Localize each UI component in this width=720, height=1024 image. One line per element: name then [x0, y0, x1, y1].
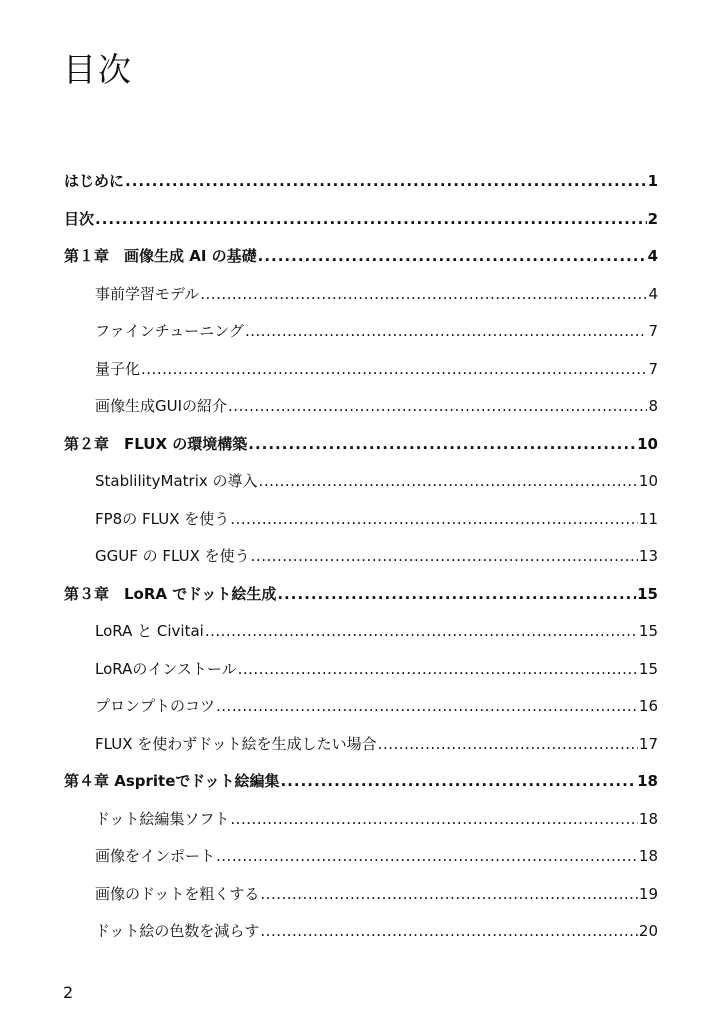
- toc-chapter-entry[interactable]: [64, 238, 658, 276]
- toc-entry-page: 17: [638, 734, 658, 753]
- toc-section-entry[interactable]: [64, 388, 658, 426]
- toc-section-entry[interactable]: [64, 913, 658, 951]
- dot-leader: [141, 351, 647, 389]
- dot-leader: [95, 201, 647, 239]
- toc-section-entry[interactable]: [64, 276, 658, 314]
- toc-section-entry[interactable]: [64, 501, 658, 539]
- toc-chapter-entry[interactable]: [64, 763, 658, 801]
- toc-section-entry[interactable]: [64, 351, 658, 389]
- toc-entry-page: 18: [637, 772, 658, 790]
- toc-entry-page: 8: [648, 397, 658, 415]
- dot-leader: [228, 388, 647, 426]
- toc-entry-page: 4: [647, 247, 658, 265]
- toc-entry-label: 目次: [64, 209, 95, 228]
- dot-leader: [260, 913, 638, 951]
- toc-entry-label: 第１章 画像生成 AI の基礎: [64, 247, 257, 265]
- dot-leader: [280, 763, 636, 801]
- toc-chapter-entry[interactable]: [64, 163, 658, 201]
- toc-entry-label: 事前学習モデル: [95, 284, 200, 303]
- page-number: 2: [63, 983, 74, 1002]
- toc-entry-label: 第３章 LoRA でドット絵生成: [64, 584, 277, 603]
- dot-leader: [205, 613, 638, 651]
- dot-leader: [258, 238, 647, 276]
- toc-entry-page: 4: [648, 284, 658, 303]
- toc-entry-label: StablilityMatrix の導入: [95, 472, 258, 490]
- table-of-contents: [64, 163, 658, 951]
- dot-leader: [238, 651, 638, 689]
- toc-chapter-entry[interactable]: [64, 576, 658, 614]
- toc-section-entry[interactable]: [64, 688, 658, 726]
- toc-entry-page: 15: [638, 622, 658, 640]
- toc-entry-page: 1: [647, 172, 658, 190]
- dot-leader: [230, 801, 638, 839]
- dot-leader: [251, 538, 638, 576]
- toc-entry-page: 7: [648, 322, 658, 340]
- dot-leader: [260, 876, 638, 914]
- toc-entry-page: 18: [638, 809, 658, 828]
- dot-leader: [245, 313, 648, 351]
- toc-entry-label: GGUF の FLUX を使う: [95, 547, 250, 565]
- toc-entry-label: 画像生成GUIの紹介: [95, 397, 228, 415]
- toc-entry-page: 2: [647, 209, 658, 228]
- toc-section-entry[interactable]: [64, 726, 658, 764]
- toc-entry-label: FP8の FLUX を使う: [95, 509, 230, 528]
- toc-entry-label: 画像のドットを粗くする: [95, 884, 260, 903]
- toc-section-entry[interactable]: [64, 801, 658, 839]
- toc-entry-label: LoRAのインストール: [95, 659, 237, 678]
- toc-entry-label: 画像をインポート: [95, 847, 216, 865]
- toc-section-entry[interactable]: [64, 613, 658, 651]
- toc-entry-label: 量子化: [95, 359, 141, 378]
- toc-entry-page: 20: [638, 922, 658, 940]
- toc-entry-label: ファインチューニング: [95, 322, 244, 340]
- toc-entry-page: 13: [638, 547, 658, 565]
- toc-section-entry[interactable]: [64, 651, 658, 689]
- dot-leader: [125, 163, 647, 201]
- toc-section-entry[interactable]: [64, 538, 658, 576]
- toc-entry-page: 15: [637, 584, 658, 603]
- dot-leader: [216, 688, 638, 726]
- toc-chapter-entry[interactable]: [64, 201, 658, 239]
- toc-entry-label: ドット絵編集ソフト: [95, 809, 230, 828]
- toc-entry-label: LoRA と Civitai: [95, 622, 204, 640]
- toc-entry-page: 15: [638, 659, 658, 678]
- toc-section-entry[interactable]: [64, 313, 658, 351]
- dot-leader: [248, 426, 636, 464]
- toc-entry-page: 19: [638, 884, 658, 903]
- toc-entry-page: 10: [637, 434, 658, 453]
- toc-entry-page: 10: [638, 472, 658, 490]
- toc-entry-page: 11: [638, 509, 658, 528]
- toc-section-entry[interactable]: [64, 838, 658, 876]
- toc-entry-label: FLUX を使わずドット絵を生成したい場合: [95, 734, 377, 753]
- dot-leader: [216, 838, 638, 876]
- toc-chapter-entry[interactable]: [64, 426, 658, 464]
- toc-entry-page: 18: [638, 847, 658, 865]
- toc-entry-label: はじめに: [64, 172, 125, 190]
- page-title: 目次: [63, 50, 133, 89]
- dot-leader: [230, 501, 638, 539]
- toc-entry-label: プロンプトのコツ: [95, 697, 216, 715]
- toc-section-entry[interactable]: [64, 876, 658, 914]
- toc-entry-label: ドット絵の色数を減らす: [95, 922, 260, 940]
- dot-leader: [200, 276, 647, 314]
- dot-leader: [259, 463, 638, 501]
- toc-entry-page: 7: [648, 359, 658, 378]
- toc-entry-label: 第２章 FLUX の環境構築: [64, 434, 248, 453]
- toc-entry-label: 第４章 Aspriteでドット絵編集: [64, 772, 280, 790]
- dot-leader: [378, 726, 638, 764]
- dot-leader: [277, 576, 636, 614]
- toc-section-entry[interactable]: [64, 463, 658, 501]
- toc-entry-page: 16: [638, 697, 658, 715]
